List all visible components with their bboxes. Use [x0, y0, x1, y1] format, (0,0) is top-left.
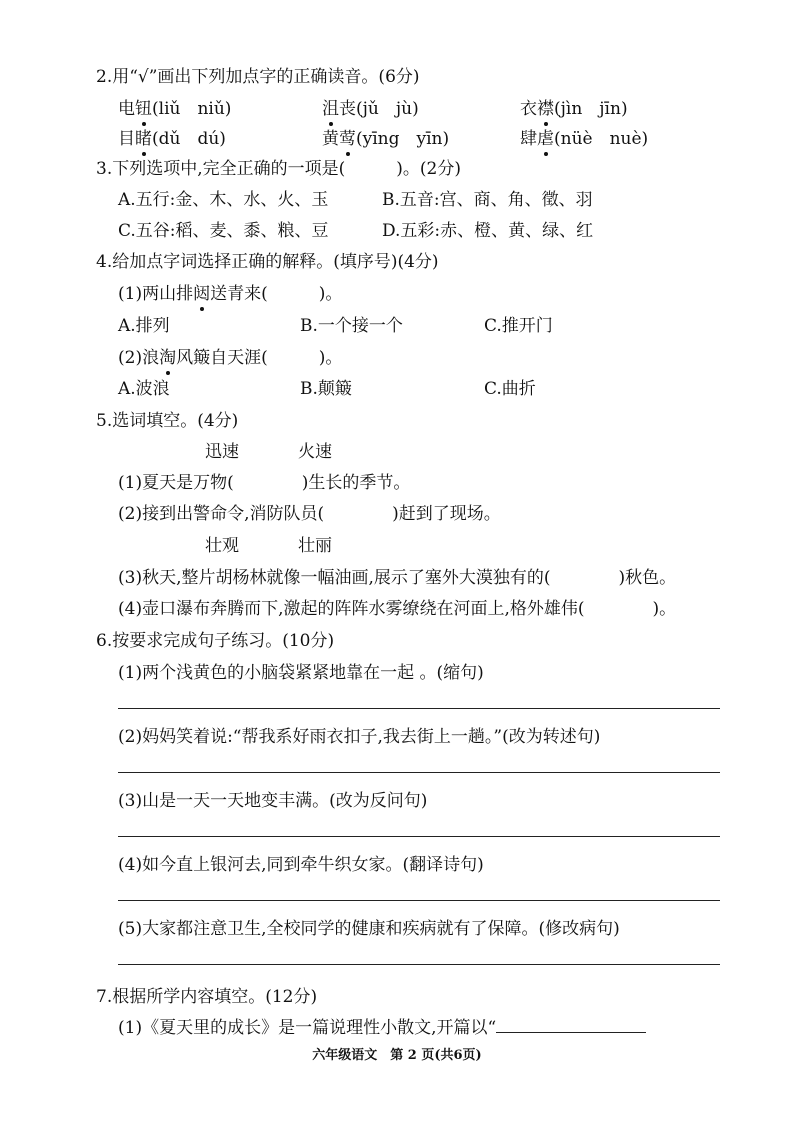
- answer-line[interactable]: [118, 900, 720, 901]
- q3-title: 3.下列选项中,完全正确的一项是( )。(2分): [96, 159, 461, 179]
- q4-sub2-option-c: C.曲折: [484, 379, 536, 399]
- q5-word-2: 火速: [298, 442, 332, 462]
- q4-sub1: (1)两山排闼送青来( )。: [118, 279, 342, 304]
- q6-item-1: (1)两个浅黄色的小脑袋紧紧地靠在一起 。(缩句): [118, 663, 484, 683]
- q3-option-b: B.五音:宫、商、角、徵、羽: [382, 190, 593, 210]
- answer-blank[interactable]: [496, 1016, 646, 1033]
- q4-sub1-option-b: B.一个接一个: [300, 316, 403, 336]
- answer-line[interactable]: [118, 836, 720, 837]
- q3-option-a: A.五行:金、木、水、火、玉: [118, 190, 329, 210]
- q6-item-4: (4)如今直上银河去,同到牵牛织女家。(翻译诗句): [118, 855, 484, 875]
- q6-item-2: (2)妈妈笑着说:“帮我系好雨衣扣子,我去街上一趟。”(改为转述句): [118, 727, 601, 747]
- q3-option-c: C.五谷:稻、麦、黍、粮、豆: [118, 221, 329, 241]
- q4-title: 4.给加点字词选择正确的解释。(填序号)(4分): [96, 252, 439, 272]
- dotted-char: 沮: [322, 94, 339, 119]
- q3-option-d: D.五彩:赤、橙、黄、绿、红: [382, 221, 594, 241]
- q2-item-4: 目睹(dǔ dú): [118, 124, 226, 149]
- dotted-char: 莺: [339, 124, 356, 149]
- q6-item-3: (3)山是一天一天地变丰满。(改为反问句): [118, 791, 428, 811]
- q2-item-1: 电钮(liǔ niǔ): [118, 94, 231, 119]
- q5-word-3: 壮观: [205, 536, 239, 556]
- q2-title: 2.用“√”画出下列加点字的正确读音。(6分): [96, 67, 420, 87]
- q5-sentence-1: (1)夏天是万物( )生长的季节。: [118, 473, 411, 493]
- dotted-char: 钮: [135, 94, 152, 119]
- q5-sentence-3: (3)秋天,整片胡杨林就像一幅油画,展示了塞外大漠独有的( )秋色。: [118, 568, 677, 588]
- answer-line[interactable]: [118, 964, 720, 965]
- q7-title: 7.根据所学内容填空。(12分): [96, 987, 318, 1007]
- q2-item-3: 衣襟(jìn jīn): [520, 94, 628, 119]
- q5-sentence-4: (4)壶口瀑布奔腾而下,激起的阵阵水雾缭绕在河面上,格外雄伟( )。: [118, 599, 677, 619]
- dotted-char: 虐: [537, 124, 554, 149]
- q2-item-2: 沮丧(jǔ jù): [322, 94, 419, 119]
- q5-title: 5.选词填空。(4分): [96, 411, 239, 431]
- q5-word-4: 壮丽: [298, 536, 332, 556]
- q4-sub2-option-a: A.波浪: [118, 379, 170, 399]
- q2-item-5: 黄莺(yīng yīn): [322, 124, 449, 149]
- q4-sub1-option-a: A.排列: [118, 316, 170, 336]
- answer-line[interactable]: [118, 772, 720, 773]
- q7-sentence-1: (1)《夏天里的成长》是一篇说理性小散文,开篇以“: [118, 1013, 646, 1038]
- q4-sub2: (2)浪淘风簸自天涯( )。: [118, 343, 342, 368]
- q2-item-6: 肆虐(nüè nuè): [520, 124, 648, 149]
- answer-line[interactable]: [118, 708, 720, 709]
- page-footer: 六年级语文 第 2 页(共6页): [312, 1048, 482, 1063]
- dotted-char: 淘: [159, 343, 176, 368]
- q4-sub2-option-b: B.颠簸: [300, 379, 352, 399]
- dotted-char: 闼: [193, 279, 210, 304]
- q4-sub1-option-c: C.推开门: [484, 316, 553, 336]
- q5-word-1: 迅速: [205, 442, 239, 462]
- q5-sentence-2: (2)接到出警命令,消防队员( )赶到了现场。: [118, 504, 501, 524]
- dotted-char: 睹: [135, 124, 152, 149]
- dotted-char: 襟: [537, 94, 554, 119]
- q6-item-5: (5)大家都注意卫生,全校同学的健康和疾病就有了保障。(修改病句): [118, 919, 620, 939]
- q6-title: 6.按要求完成句子练习。(10分): [96, 631, 335, 651]
